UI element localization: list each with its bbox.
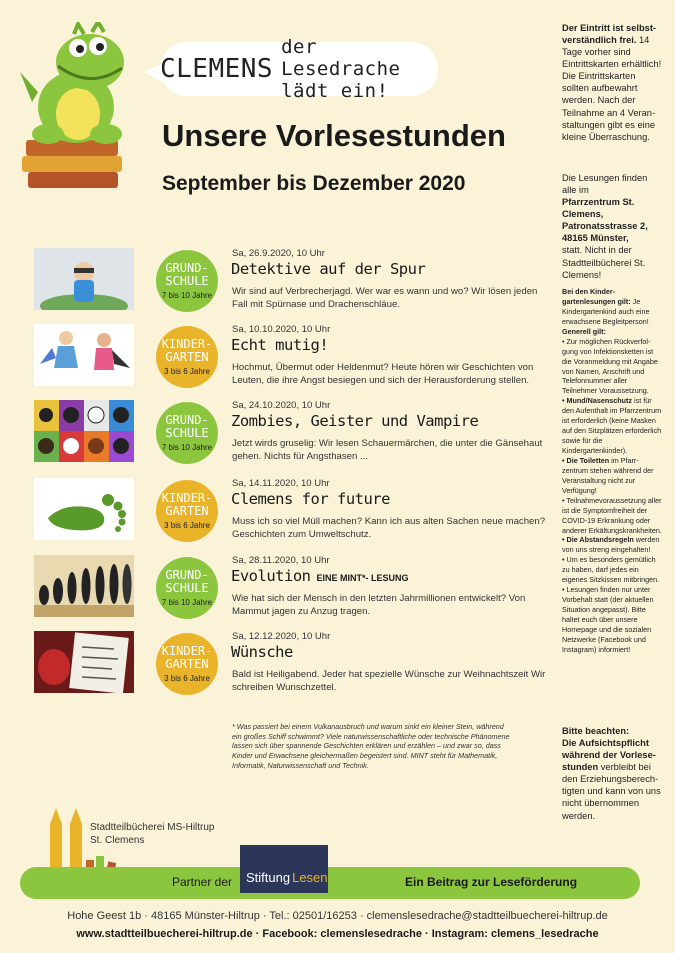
web-links[interactable]: www.stadtteilbuecherei-hiltrup.de · Facebook: clemenslesedrache · Instagram: clemens_lesedrache (76, 928, 599, 940)
stiftung-lesen-logo (240, 845, 328, 893)
level-badge: GRUND- SCHULE 7 bis 10 Jahre (156, 557, 218, 619)
rule-item: • Teilnahmevoraussetzung aller ist die Symptomfreiheit der COVID-19 Erkrankung oder anderer Erkältungskrankheiten. (562, 495, 662, 535)
entry-free-text: Der Eintritt ist selbstverständlich frei. (562, 23, 657, 46)
event-description: Wie hat sich der Mensch in den letzten Jahrmillionen entwickelt? Von Mammut jagen zu Anzug tragen. (232, 593, 526, 618)
rule-item: • Mund/Nasenschutz ist für den Aufenthalt im Pfarrzentrum ist erforderlich (keine Masken auf den Sitzplätzen erforderlich sowie für die Kindergartenkinder). (562, 396, 662, 455)
event-item (34, 324, 554, 394)
event-title: Evolution EINE MINT*- LESUNG (231, 567, 409, 585)
event-date: Sa, 24.10.2020, 10 Uhr (232, 400, 331, 411)
level-badge: KINDER- GARTEN 3 bis 6 Jahre (156, 480, 218, 542)
brave-kids-image-icon (34, 324, 134, 386)
bubble-name: CLEMENS (160, 54, 274, 84)
dragon-mascot-icon (18, 22, 158, 192)
event-date: Sa, 26.9.2020, 10 Uhr (232, 248, 325, 259)
rule-item: Generell gilt: (562, 326, 606, 336)
rule-item: • Um es besonders gemütlich zu haben, darf jedes ein eigenes Sitzkissen mitbringen. (562, 555, 660, 585)
sidebar-entry-info (562, 22, 662, 143)
level-badge: KINDER- GARTEN 3 bis 6 Jahre (156, 326, 218, 388)
page-subtitle: September bis Dezember 2020 (162, 172, 466, 195)
event-item (34, 631, 554, 701)
level-badge: GRUND- SCHULE 7 bis 10 Jahre (156, 250, 218, 312)
event-description: Hochmut, Übermut oder Heldenmut? Heute hören wir Geschichten von Leuten, die ihre Angst besiegen und sich der Herausforderung stellen. (232, 362, 534, 387)
event-title: Wünsche (231, 643, 293, 661)
level-badge: KINDER- GARTEN 3 bis 6 Jahre (156, 633, 218, 695)
mint-label: EINE MINT*- LESUNG (316, 573, 409, 583)
page-title: Unsere Vorlesestunden (162, 118, 506, 153)
location-address: Pfarrzentrum St. Clemens, Patronatsstrasse 2, 48165 Münster, (562, 197, 648, 244)
rule-item: Bei den Kindergartenlesungen gilt: Je Kindergartenkind auch eine erwachsene Begleitperson! (562, 287, 650, 326)
stiftung-word: Stiftung (246, 870, 291, 885)
green-footprint-image-icon (34, 478, 134, 540)
event-date: Sa, 14.11.2020, 10 Uhr (232, 478, 330, 489)
sidebar-rules (562, 287, 662, 655)
note-text: verbleibt bei den Erziehungsberechtigten und kann von uns nicht übernommen werden. (562, 762, 661, 821)
event-description: Wir sind auf Verbrecherjagd. Wer war es wann und wo? Wir lösen jeden Fall mit Spürnase und Drachenschläue. (232, 286, 538, 311)
event-item (34, 478, 554, 548)
event-item (34, 555, 554, 625)
event-title: Echt mutig! (231, 336, 329, 354)
event-description: Jetzt wirds gruselig: Wir lesen Schauermärchen, die unter die Gänsehaut gehen. Nichts für Angsthasen ... (232, 438, 543, 463)
speech-bubble (160, 36, 438, 102)
event-description: Bald ist Heiligabend. Jeder hat spezielle Wünsche zur Weihnachtszeit Wir schreiben Wunschzettel. (232, 669, 546, 694)
event-date: Sa, 10.10.2020, 10 Uhr (232, 324, 331, 335)
entry-ticket-text: 14 Tage vorher sind Eintrittskarten erhältlich! Die Eintrittskarten sollten aufbewahrt werden. Nach der Teilnahme an 4 Veranstaltungen gibt es eine kleine Überraschung. (562, 35, 662, 142)
location-post: statt. Nicht in der Stadtteilbücherei St. Clemens! (562, 245, 646, 280)
sidebar-note (562, 725, 662, 822)
event-title: Zombies, Geister und Vampire (231, 412, 479, 430)
event-description: Muss ich so viel Müll machen? Kann ich aus alten Sachen neue machen? Geschichten zum Umweltschutz. (232, 516, 546, 541)
evolution-image-icon (34, 555, 134, 617)
monsters-image-icon (34, 400, 134, 462)
event-item (34, 400, 554, 470)
rule-item: • Die Toiletten im Pfarrzentrum stehen während der Veranstaltung nicht zur Verfügung! (562, 455, 654, 495)
library-name: Stadtteilbücherei MS-Hiltrup St. Clemens (90, 822, 215, 846)
event-item (34, 248, 554, 318)
rule-item: • Zur möglichen Rückverfolgung von Infektionsketten ist die Voranmeldung mit Angabe von Namen, Anschrift und Telefonnummer aller Teilnehmer Voraussetzung. (562, 336, 658, 396)
note-bold: Die Aufsichtspflicht während der Vorlesestunden (562, 738, 656, 773)
wish-list-image-icon (34, 631, 134, 693)
note-heading: Bitte beachten: (562, 726, 630, 736)
bubble-text: der Lesedrache lädt ein! (281, 36, 401, 102)
detective-image-icon (34, 248, 134, 310)
level-badge: GRUND- SCHULE 7 bis 10 Jahre (156, 402, 218, 464)
event-title: Clemens for future (231, 490, 390, 508)
lesen-word: Lesen (292, 870, 328, 885)
beitrag-label: Ein Beitrag zur Leseförderung (405, 875, 578, 889)
rule-item: • Lesungen finden nur unter Vorbehalt statt (der aktuellen Situation angepasst). Bitte haltet euch über unsere Homepage und die sozialen Netzwerke (Facebook und Instagram) informiert! (562, 585, 654, 654)
event-date: Sa, 28.11.2020, 10 Uhr (232, 555, 330, 566)
rule-item: • Die Abstandsregeln werden von uns streng eingehalten! (562, 535, 660, 555)
mint-footnote: * Was passiert bei einem Vulkanausbruch und warum sinkt ein kleiner Stein, während ein großes Schiff schwimmt? Viele naturwissenschaftliche oder technische Phänomene lassen sich über spannende Geschichten erklären und erzählen – und zwar so, dass Kinder und Erwachsene gleichermaßen begeistert sind. MINT steht für Mathematik, Informatik, Naturwissenschaft und Technik. (232, 722, 510, 770)
sidebar-location (562, 172, 662, 281)
contact-line: Hohe Geest 1b · 48165 Münster-Hiltrup · Tel.: 02501/16253 · clemenslesedrache@stadtteilbuecherei-hiltrup.de (67, 910, 608, 922)
location-pre: Die Lesungen finden alle im (562, 173, 648, 196)
event-date: Sa, 12.12.2020, 10 Uhr (232, 631, 331, 642)
event-title: Detektive auf der Spur (231, 260, 426, 278)
partner-label: Partner der (172, 875, 233, 889)
